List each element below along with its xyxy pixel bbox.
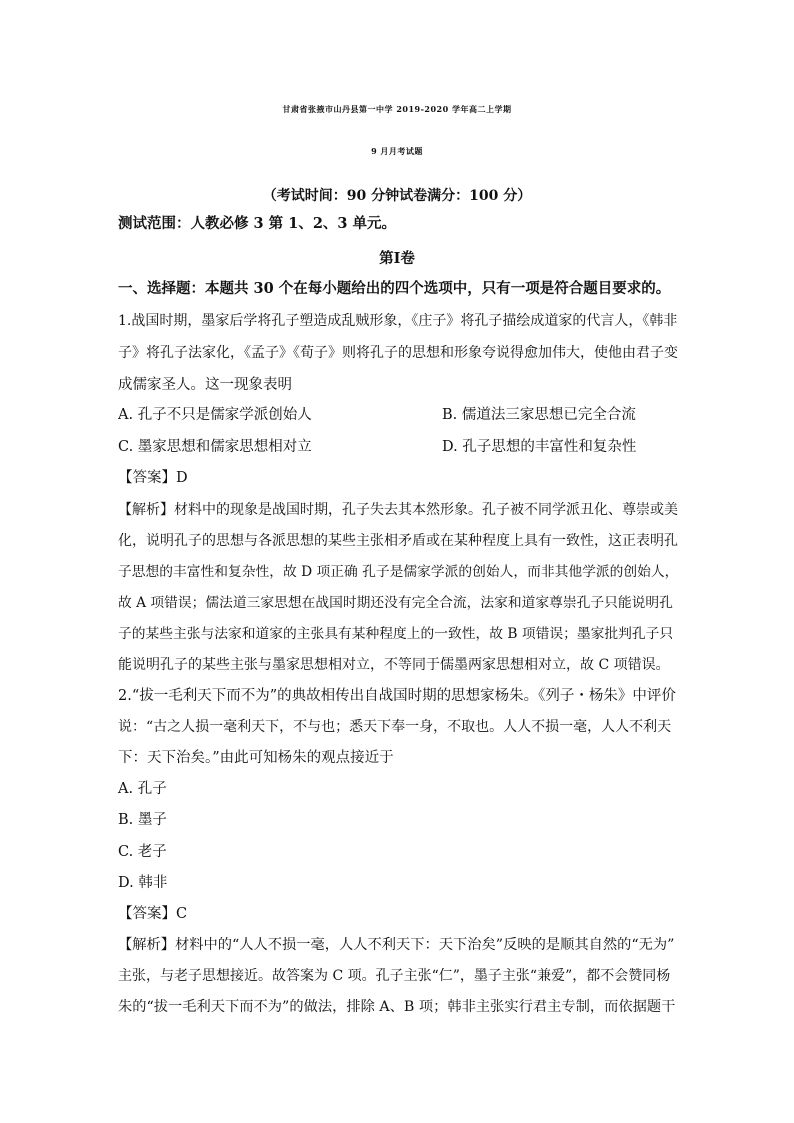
q1-stem-line: 1.战国时期，墨家后学将孔子塑造成乱贼形象，《庄子》将孔子描绘成道家的代言人，《韩非 [118, 313, 678, 329]
q1-option-d: D. 孔子思想的丰富性和复杂性 [442, 439, 637, 455]
q1-option-a: A. 孔子不只是儒家学派创始人 [118, 407, 312, 423]
q1-stem-line: 成儒家圣人。这一现象表明 [118, 377, 292, 393]
q2-stem-line: 说：“古之人损一毫利天下，不与也；悉天下奉一身，不取也。人人不损一毫，人人不利天 [118, 719, 672, 735]
q1-option-b: B. 儒道法三家思想已完全合流 [442, 407, 636, 423]
q1-analysis-line: 子的某些主张与法家和道家的主张具有某种程度上的一致性，故 B 项错误；墨家批判孔子只 [118, 626, 674, 642]
q1-analysis-line: 【解析】材料中的现象是战国时期，孔子失去其本然形象。孔子被不同学派丑化、尊崇或美 [118, 502, 678, 518]
q1-answer: 【答案】D [118, 470, 188, 486]
q1-stem-line: 子》将孔子法家化，《孟子》《荀子》则将孔子的思想和形象夸说得愈加伟大，使他由君子变 [118, 345, 678, 361]
q2-analysis-line: 主张，与老子思想接近。故答案为 C 项。孔子主张“仁”，墨子主张“兼爱”，都不会赞同杨 [118, 968, 671, 984]
title-line-1: 甘肃省张掖市山丹县第一中学 2019-2020 学年高二上学期 [282, 104, 512, 114]
q2-option-c: C. 老子 [118, 844, 167, 860]
test-scope: 测试范围：人教必修 3 第 1、2、3 单元。 [118, 215, 397, 232]
q2-analysis-line: 【解析】材料中的“人人不损一毫，人人不利天下：天下治矣”反映的是顺其自然的“无为” [118, 937, 675, 953]
q1-analysis-line: 故 A 项错误；儒法道三家思想在战国时期还没有完全合流，法家和道家尊崇孔子只能说明孔 [118, 595, 673, 611]
volume-heading: 第Ⅰ卷 [379, 250, 415, 267]
q2-stem-line: 下：天下治矣。”由此可知杨朱的观点接近于 [118, 750, 394, 766]
q2-answer: 【答案】C [118, 906, 188, 922]
section-heading: 一、选择题：本题共 30 个在每小题给出的四个选项中，只有一项是符合题目要求的。 [118, 280, 671, 297]
q2-stem-line: 2.“拔一毛利天下而不为”的典故相传出自战国时期的思想家杨朱。《列子・杨朱》中评价 [118, 688, 676, 704]
q1-option-c: C. 墨家思想和儒家思想相对立 [118, 439, 312, 455]
q2-option-b: B. 墨子 [118, 812, 167, 828]
q1-analysis-line: 能说明孔子的某些主张与墨家思想相对立，不等同于儒墨两家思想相对立，故 C 项错误。 [118, 657, 670, 673]
q2-option-d: D. 韩非 [118, 875, 168, 891]
q1-analysis-line: 化，说明孔子的思想与各派思想的某些主张相矛盾或在某种程度上具有一致性，这正表明孔 [118, 533, 678, 549]
title-line-2: 9 月月考试题 [371, 146, 423, 156]
q2-option-a: A. 孔子 [118, 781, 167, 797]
q1-analysis-line: 子思想的丰富性和复杂性，故 D 项正确 孔子是儒家学派的创始人，而非其他学派的创始人， [118, 564, 679, 580]
exam-info: （考试时间：90 分钟试卷满分：100 分） [262, 188, 532, 204]
q2-analysis-line: 朱的“拔一毛利天下而不为”的做法，排除 A、B 项；韩非主张实行君主专制，而依据题干 [118, 999, 676, 1015]
